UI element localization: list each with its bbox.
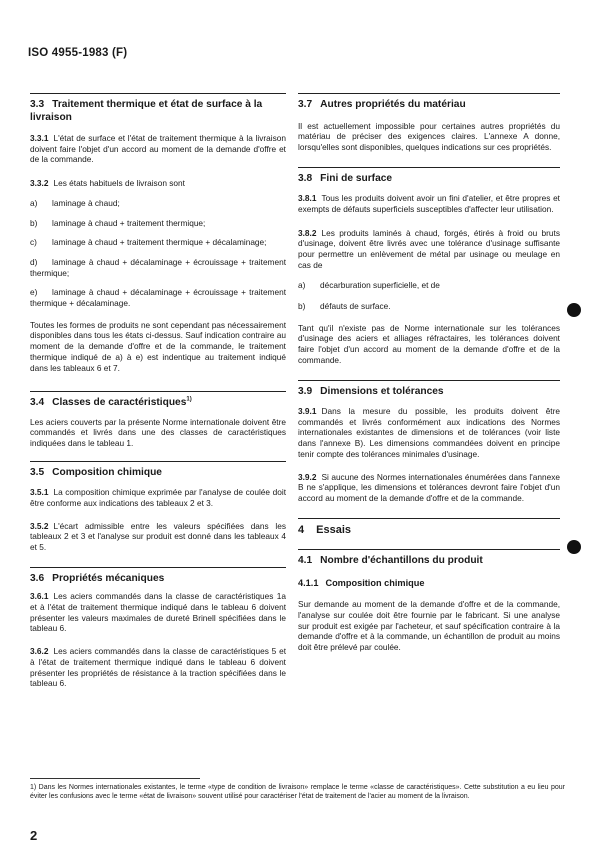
section-title: 3.4 Classes de caractéristiques$^{1)}$: [30, 396, 192, 409]
paragraph-3-3-closing: Toutes les formes de produits ne sont cependant pas nécessairement disponibles dans tous les états ci-dessus. Sauf indication contraire au moment de la demande d'offre et de la commande, le traitement thermique indiqué de a) à e) est indentique au traitement indiqué dans les tableaux 6 et 7.: [30, 319, 286, 373]
paragraph-3-3-2: 3.3.2 Les états habituels de livraison sont: [30, 178, 185, 189]
section-title: 3.7 Autres propriétés du matériau: [298, 99, 466, 110]
section-4-1-1: [298, 577, 560, 653]
paragraph-3-8-1: 3.8.1 Tous les produits doivent avoir un fini d'atelier, et être propres et exempts de défauts superficiels susceptibles d'affecter leur utilisation.: [298, 193, 560, 214]
footnote: 1) Dans les Normes internationales existantes, le terme «type de condition de livraison» remplace le terme «classe de caractéristiques». Cette substitution a eu lieu pour éviter les confusions avec le terme «état de livraison» souvent utilisé pour caractériser l'état de traitement de l'acier au moment de la livraison.: [30, 784, 565, 801]
section-rule: [30, 391, 286, 392]
list-item: a) décarburation superficielle, et de: [298, 280, 440, 291]
section-rule: [298, 549, 560, 550]
section-title: 3.8 Fini de surface: [298, 172, 393, 184]
page-number: 2: [30, 828, 38, 843]
footnote-rule: [30, 778, 200, 779]
paragraph-3-6-2: 3.6.2 Les aciers commandés dans la classe de caractéristiques 5 et à l'état de traitement thermique indiqué dans le tableau 6 doivent présenter les propriétés de résistance à la traction spécifiées dans le tableau 6.: [30, 646, 286, 689]
paragraph-3-5-1: 3.5.1 La composition chimique exprimée par l'analyse de coulée doit être conforme aux indications des tableaux 2 et 3.: [30, 487, 286, 509]
list-item: b) laminage à chaud + traitement thermique;: [30, 217, 206, 228]
section-title: 3.5 Composition chimique: [30, 466, 162, 478]
section-3-9: [298, 380, 560, 504]
section-rule: [30, 93, 286, 94]
right-column: [298, 93, 560, 653]
footnote-reference: 1): [186, 396, 192, 403]
list-item: e) laminage à chaud + décalaminage + écrouissage + traitement thermique + décalaminage.: [30, 287, 286, 309]
section-3-5: [30, 461, 286, 553]
chapter-title: 4 Essais: [298, 523, 351, 536]
section-3-4: [30, 391, 286, 449]
section-title: 3.9 Dimensions et tolérances: [298, 385, 444, 397]
paragraph-3-8-closing: Tant qu'il n'existe pas de Norme internationale sur les tolérances d'usinage des aciers et alliages réfractaires, les tolérances doivent faire l'objet d'un accord au moment de la demande d'offre et de la commande.: [298, 322, 560, 365]
document-header: ISO 4955-1983 (F): [28, 47, 128, 59]
list-item: c) laminage à chaud + traitement thermique + décalaminage;: [30, 237, 267, 248]
list-item: d) laminage à chaud + décalaminage + écrouissage + traitement thermique;: [30, 256, 286, 278]
list-item: a) laminage à chaud;: [30, 197, 120, 208]
paragraph-3-6-1: 3.6.1 Les aciers commandés dans la classe de caractéristiques 1a et à l'état de traitement thermique indiqué dans le tableau 6 doivent présenter les valeurs maximales de dureté Brinell spécifiées dans le tableau 6.: [30, 591, 286, 634]
paragraph-3-5-2: 3.5.2 L'écart admissible entre les valeurs spécifiées dans les tableaux 2 et 3 et l'analyse sur produit est donné dans les tableaux 4 et 5.: [30, 520, 286, 553]
subsection-title: 4.1.1 Composition chimique: [298, 578, 425, 589]
section-rule: [30, 567, 286, 568]
paragraph-3-8-2: 3.8.2 Les produits laminés à chaud, forgés, étirés à froid ou bruts d'usinage, doivent être livrés avec une tolérance d'usinage suffisante pour permettre un enlèvement de métal par usinage ou meulage en cas de: [298, 227, 560, 270]
section-3-6: [30, 567, 286, 689]
margin-change-marker: [567, 540, 581, 554]
section-3-3: [30, 93, 286, 373]
section-3-7: [298, 93, 560, 153]
list-item: b) défauts de surface.: [298, 301, 391, 312]
paragraph-3-9-1: 3.9.1 Dans la mesure du possible, les produits doivent être commandés et livrés conformément aux indications des Normes internationales existantes de dimensions et de tolérances (voir liste dans l'annexe B). Les dimensions commandées doivent en principe tenir compte des tolérances minimales d'usinage.: [298, 406, 560, 459]
section-title: 3.6 Propriétés mécaniques: [30, 572, 165, 584]
paragraph-4-1-1: Sur demande au moment de la demande d'offre et de la commande, l'analyse sur coulée doit être fournie par le fabricant. Si une analyse sur produit est exigée par l'acheteur, et sauf spécification contraire à la demande d'offre et à la commande, un échantillon de produit au moins doit être prélevé par coulée.: [298, 599, 560, 652]
section-title: 4.1 Nombre d'échantillons du produit: [298, 554, 483, 566]
section-4-1: [298, 549, 560, 568]
section-rule: [298, 380, 560, 381]
section-title: 3.3 Traitement thermique et état de surface à la livraison: [30, 99, 263, 123]
paragraph-3-7: Il est actuellement impossible pour certaines autres propriétés du matériau de préciser des exigences claires. L'annexe A donne, lorsqu'elles sont disponibles, quelques indications sur ces propriétés.: [298, 120, 560, 152]
section-rule: [298, 167, 560, 168]
paragraph-3-9-2: 3.9.2 Si aucune des Normes internationales énumérées dans l'annexe B ne s'applique, les dimensions et tolérances devront faire l'objet d'un accord au moment de la demande d'offre et de la commande.: [298, 471, 560, 503]
paragraph-3-3-1: 3.3.1 L'état de surface et l'état de traitement thermique à la livraison doivent faire l'objet d'un accord au moment de la demande d'offre et de la commande.: [30, 133, 286, 165]
left-column: [30, 93, 286, 689]
paragraph-3-4: Les aciers couverts par la présente Norme internationale doivent être commandés et livrés dans une des classes de caractéristiques indiquées dans le tableau 1.: [30, 416, 286, 449]
section-rule: [30, 461, 286, 462]
margin-change-marker: [567, 303, 581, 317]
section-rule: [298, 93, 560, 94]
section-3-8: [298, 167, 560, 366]
section-4: [298, 518, 560, 537]
